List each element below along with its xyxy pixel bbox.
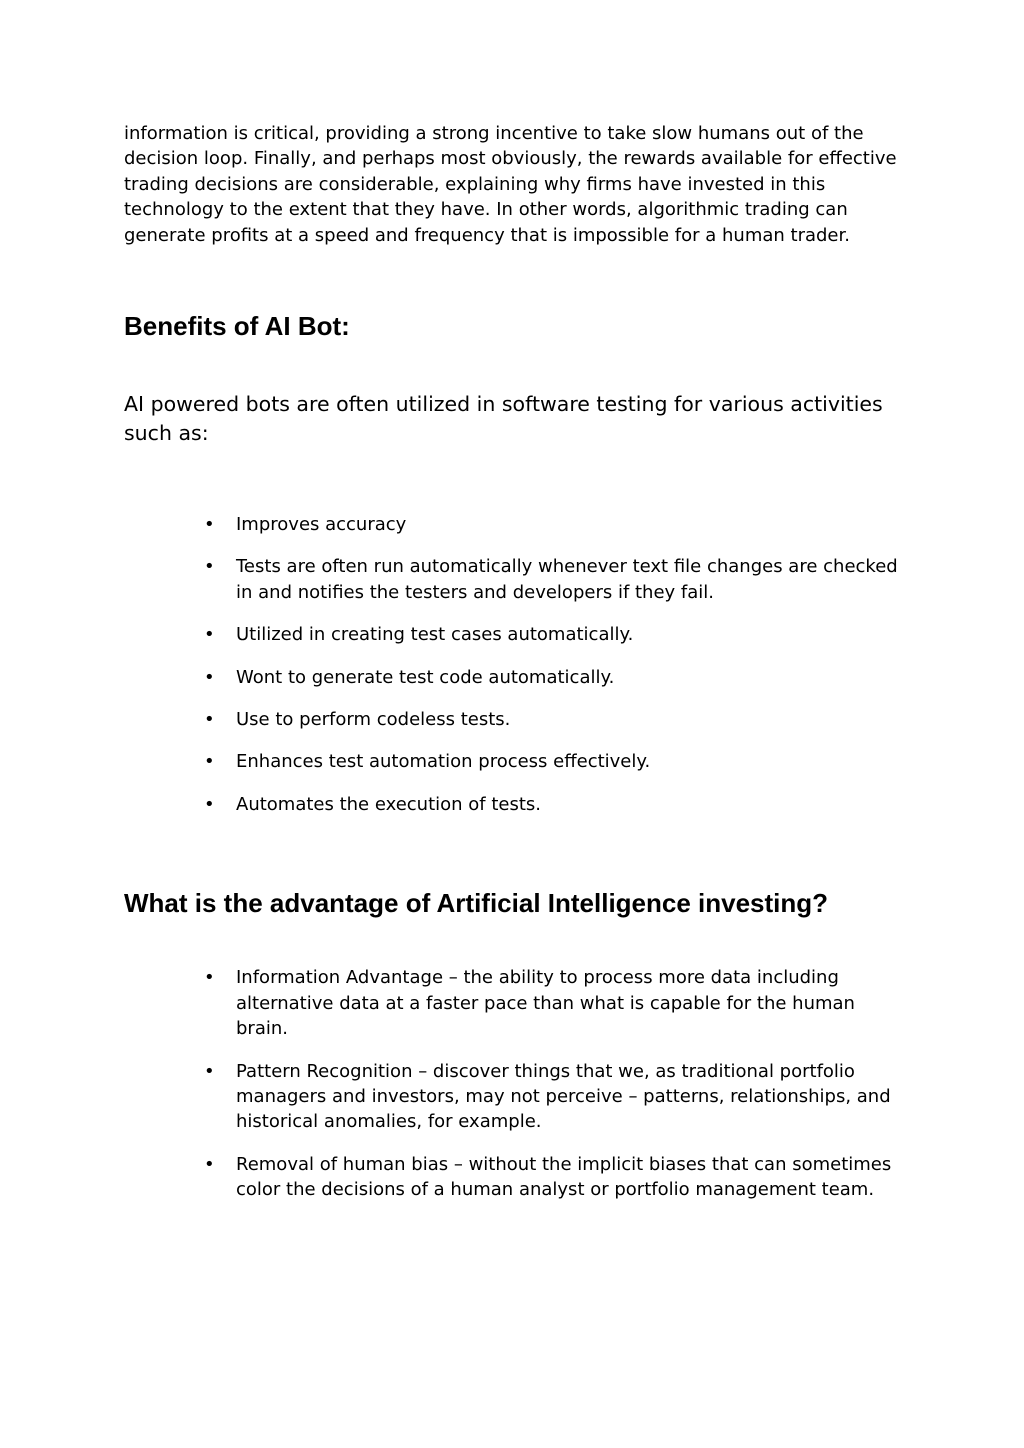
intro-paragraph: information is critical, providing a strong incentive to take slow humans out of the decision loop. Finally, and perhaps most obviously, the rewards available for effective trading decisions are considerable, explaining why firms have invested in this technology to the extent that they have. In other words, algorithmic trading can generate profits at a speed and frequency that is impossible for a human trader. xyxy=(124,123,897,246)
bullet-icon: • xyxy=(204,709,215,731)
list-item xyxy=(124,512,899,537)
benefits-list xyxy=(124,512,899,817)
bullet-icon: • xyxy=(204,967,215,989)
document-page xyxy=(124,121,899,1203)
list-item-text: Utilized in creating test cases automatically. xyxy=(236,624,634,646)
list-item-text: Tests are often run automatically whenever text file changes are checked in and notifies the testers and developers if they fail. xyxy=(236,556,898,603)
list-item-text: Pattern Recognition – discover things that we, as traditional portfolio managers and investors, may not perceive – patterns, relationships, and historical anomalies, for example. xyxy=(236,1060,891,1133)
benefits-heading: Benefits of AI Bot: xyxy=(124,311,350,342)
list-item xyxy=(124,554,899,605)
bullet-icon: • xyxy=(204,514,215,536)
benefits-lead-paragraph: AI powered bots are often utilized in software testing for various activities such as: xyxy=(124,392,883,445)
bullet-icon: • xyxy=(204,556,215,578)
bullet-icon: • xyxy=(204,1060,215,1082)
list-item-text: Removal of human bias – without the implicit biases that can sometimes color the decisions of a human analyst or portfolio management team. xyxy=(236,1153,892,1201)
bullet-icon: • xyxy=(204,751,215,773)
bullet-icon: • xyxy=(204,624,215,646)
list-item-text: Automates the execution of tests. xyxy=(236,793,542,815)
advantage-heading: What is the advantage of Artificial Intelligence investing? xyxy=(124,888,829,919)
list-item-text: Improves accuracy xyxy=(236,514,407,536)
list-item-text: Information Advantage – the ability to process more data including alternative data at a faster pace than what is capable for the human brain. xyxy=(236,967,855,1040)
list-item xyxy=(124,1059,899,1135)
list-item-text: Enhances test automation process effectively. xyxy=(236,751,651,773)
list-item-text: Use to perform codeless tests. xyxy=(236,709,511,731)
list-item xyxy=(124,665,899,690)
bullet-icon: • xyxy=(204,666,215,688)
list-item xyxy=(124,622,899,647)
bullet-icon: • xyxy=(204,793,215,815)
list-item xyxy=(124,792,899,817)
advantage-list xyxy=(124,965,899,1202)
bullet-icon: • xyxy=(204,1153,215,1175)
list-item xyxy=(124,1152,899,1203)
list-item-text: Wont to generate test code automatically. xyxy=(236,666,615,688)
list-item xyxy=(124,965,899,1041)
list-item xyxy=(124,749,899,774)
list-item xyxy=(124,707,899,732)
